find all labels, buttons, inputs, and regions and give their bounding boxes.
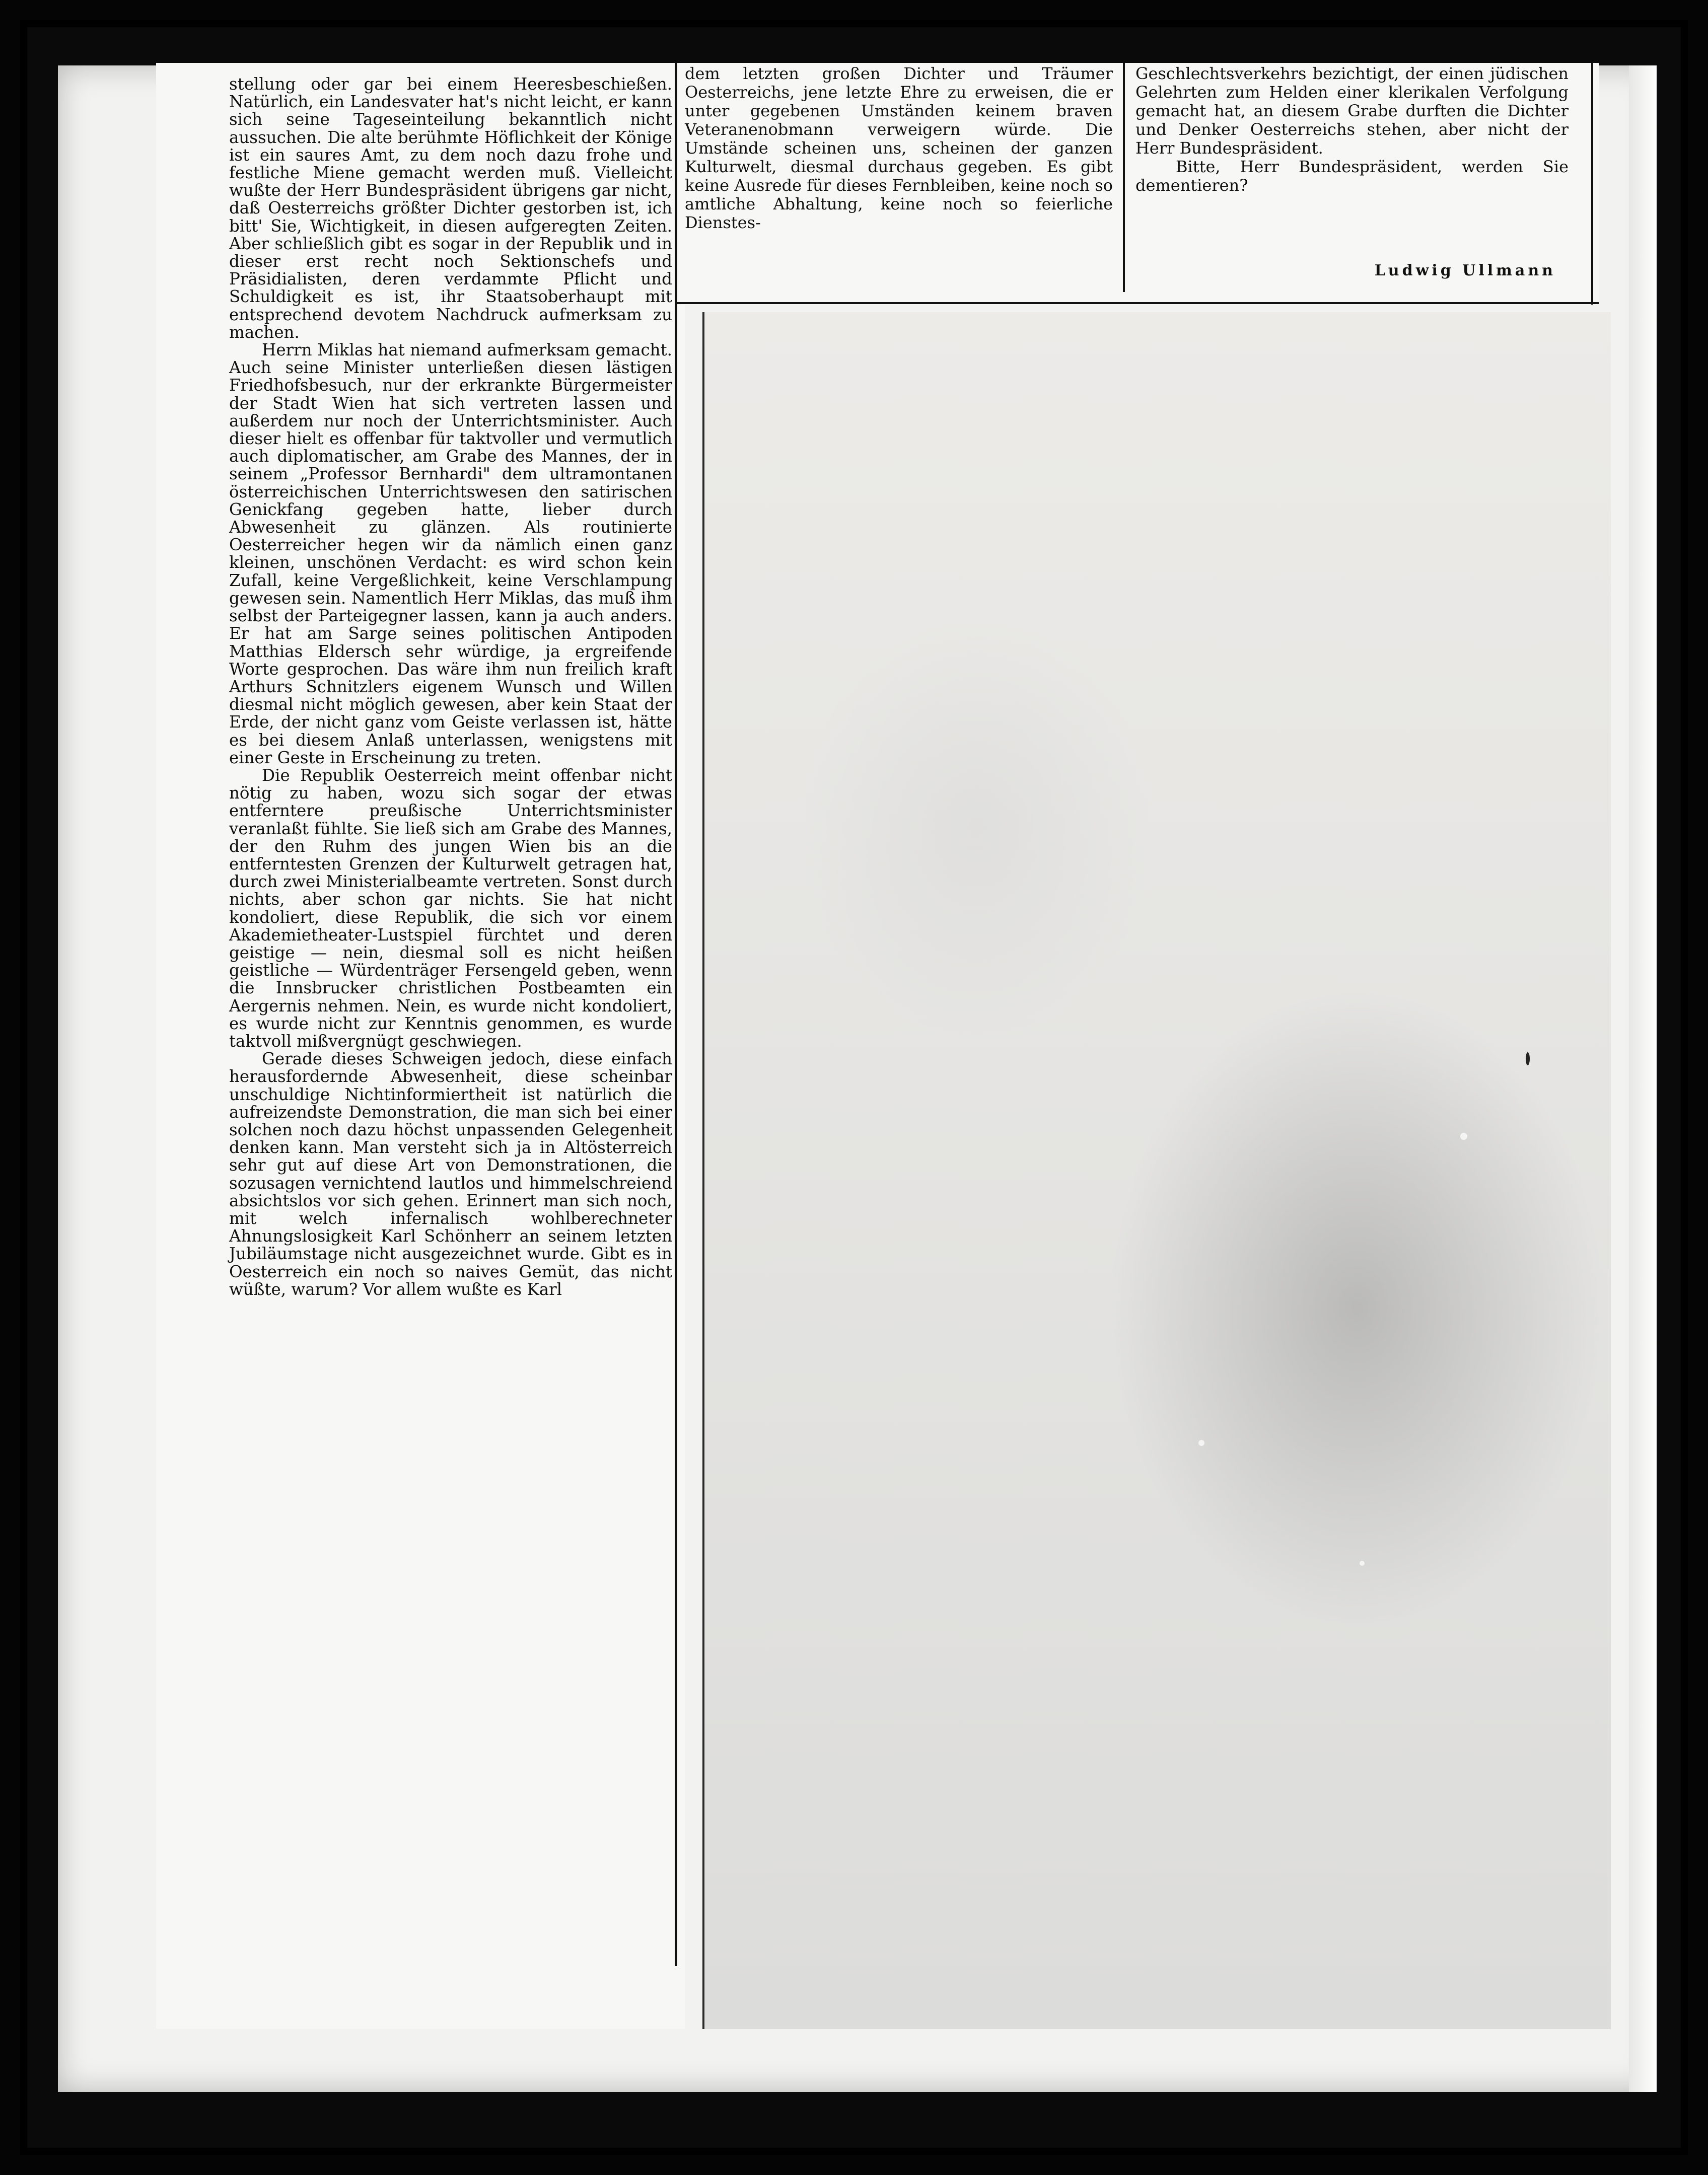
article-column-right bbox=[1135, 64, 1569, 195]
article-paragraph: stellung oder gar bei einem Heeresbeschießen. Natürlich, ein Landesvater hat's nicht leicht, er kann sich seine Tageseinteilung bekanntlich nicht aussuchen. Die alte berühmte Höflichkeit der Könige ist ein saures Amt, zu dem noch dazu frohe und festliche Miene gemacht werden muß. Vielleicht wußte der Herr Bundespräsident übrigens gar nicht, daß Oesterreichs größter Dichter gestorben ist, ich bitt' Sie, Wichtigkeit, in diesen aufgeregten Zeiten. Aber schließlich gibt es sogar in der Republik und in dieser erst recht noch Sektionschefs und Präsidialisten, deren verdammte Pflicht und Schuldigkeit es ist, ihr Staatsoberhaupt mit entsprechend devotem Nachdruck aufmerksam zu machen. bbox=[229, 75, 672, 342]
article-paragraph: Gerade dieses Schweigen jedoch, diese einfach herausfordernde Abwesenheit, diese scheinbar unschuldige Nichtinformiertheit ist natürlich die aufreizendste Demonstration, die man sich bei einer solchen noch dazu höchst unpassenden Gelegenheit denken kann. Man versteht sich ja in Altösterreich sehr gut auf diese Art von Demonstrationen, die sozusagen vernichtend lautlos und himmelschreiend absichtslos vor sich gehen. Erinnert man sich noch, mit welch infernalisch wohlberechneter Ahnungslosigkeit Karl Schönherr an seinem letzten Jubiläumstage nicht ausgezeichnet wurde. Gibt es in Oesterreich ein noch so naives Gemüt, das nicht wüßte, warum? Vor allem wußte es Karl bbox=[229, 1049, 672, 1299]
article-paragraph: Die Republik Oesterreich meint offenbar nicht nötig zu haben, wozu sich sogar der etwas entferntere preußische Unterrichtsminister veranlaßt fühlte. Sie ließ sich am Grabe des Mannes, der den Ruhm des jungen Wien bis an die entferntesten Grenzen der Kulturwelt getragen hat, durch zwei Ministerialbeamte vertreten. Sonst durch nichts, aber schon gar nichts. Sie hat nicht kondoliert, diese Republik, die sich vor einem Akademietheater-Lustspiel fürchtet und deren geistige — nein, diesmal soll es nicht heißen geistliche — Würdenträger Fersengeld geben, wenn die Innsbrucker christlichen Postbeamten ein Aergernis nehmen. Nein, es wurde nicht kondoliert, es wurde nicht zur Kenntnis genommen, es wurde taktvoll mißvergnügt geschwiegen. bbox=[229, 765, 672, 1051]
clipping-bottom-edge bbox=[677, 302, 1599, 304]
dust-speck bbox=[1460, 1133, 1467, 1140]
column-rule-left bbox=[675, 63, 677, 1966]
dust-mark bbox=[1526, 1052, 1530, 1065]
column-rule-right bbox=[1591, 63, 1593, 305]
article-paragraph: Geschlechtsverkehrs bezichtigt, der einen jüdischen Gelehrten zum Helden einer klerikalen Verfolgung gemacht hat, an diesem Grabe durften die Dichter und Denker Oesterreichs stehen, aber nicht der Herr Bundespräsident. bbox=[1135, 64, 1569, 158]
dust-speck bbox=[1360, 1561, 1365, 1566]
column-rule-middle bbox=[1123, 63, 1125, 292]
article-paragraph: Bitte, Herr Bundespräsident, werden Sie dementieren? bbox=[1135, 157, 1569, 195]
blank-stained-area bbox=[702, 312, 1611, 2029]
article-paragraph: Herrn Miklas hat niemand aufmerksam gemacht. Auch seine Minister unterließen diesen lästigen Friedhofsbesuch, nur der erkrankte Bürgermeister der Stadt Wien hat sich vertreten lassen und außerdem nur noch der Unterrichtsminister. Auch dieser hielt es offenbar für taktvoller und vermutlich auch diplomatischer, am Grabe des Mannes, der in seinem „Professor Bernhardi" dem ultramontanen österreichischen Unterrichtswesen den satirischen Genickfang gegeben hatte, lieber durch Abwesenheit zu glänzen. Als routinierte Oesterreicher hegen wir da nämlich einen ganz kleinen, unschönen Verdacht: es wird schon kein Zufall, keine Vergeßlichkeit, keine Verschlampung gewesen sein. Namentlich Herr Miklas, das muß ihm selbst der Parteigegner lassen, kann ja auch anders. Er hat am Sarge seines politischen Antipoden Matthias Eldersch sehr würdige, ja ergreifende Worte gesprochen. Das wäre ihm nun freilich kraft Arthurs Schnitzlers eigenem Wunsch und Willen diesmal nicht möglich gewesen, aber kein Staat der Erde, der nicht ganz vom Geiste verlassen ist, hätte es bei diesem Anlaß unterlassen, wenigstens mit einer Geste in Erscheinung zu treten. bbox=[229, 340, 672, 767]
article-column-left bbox=[229, 76, 672, 1298]
author-byline: Ludwig Ullmann bbox=[1374, 262, 1556, 279]
article-column-middle bbox=[685, 64, 1113, 232]
article-paragraph: dem letzten großen Dichter und Träumer Oesterreichs, jene letzte Ehre zu erweisen, die er unter gegebenen Umständen keinem braven Veteranenobmann verweigern würde. Die Umstände scheinen uns, scheinen der ganzen Kulturwelt, diesmal durchaus gegeben. Es gibt keine Ausrede für dieses Fernbleiben, keine noch so amtliche Abhaltung, keine noch so feierliche Dienstes- bbox=[685, 64, 1113, 232]
dust-speck bbox=[1198, 1440, 1204, 1446]
page-edge bbox=[1629, 65, 1657, 2092]
